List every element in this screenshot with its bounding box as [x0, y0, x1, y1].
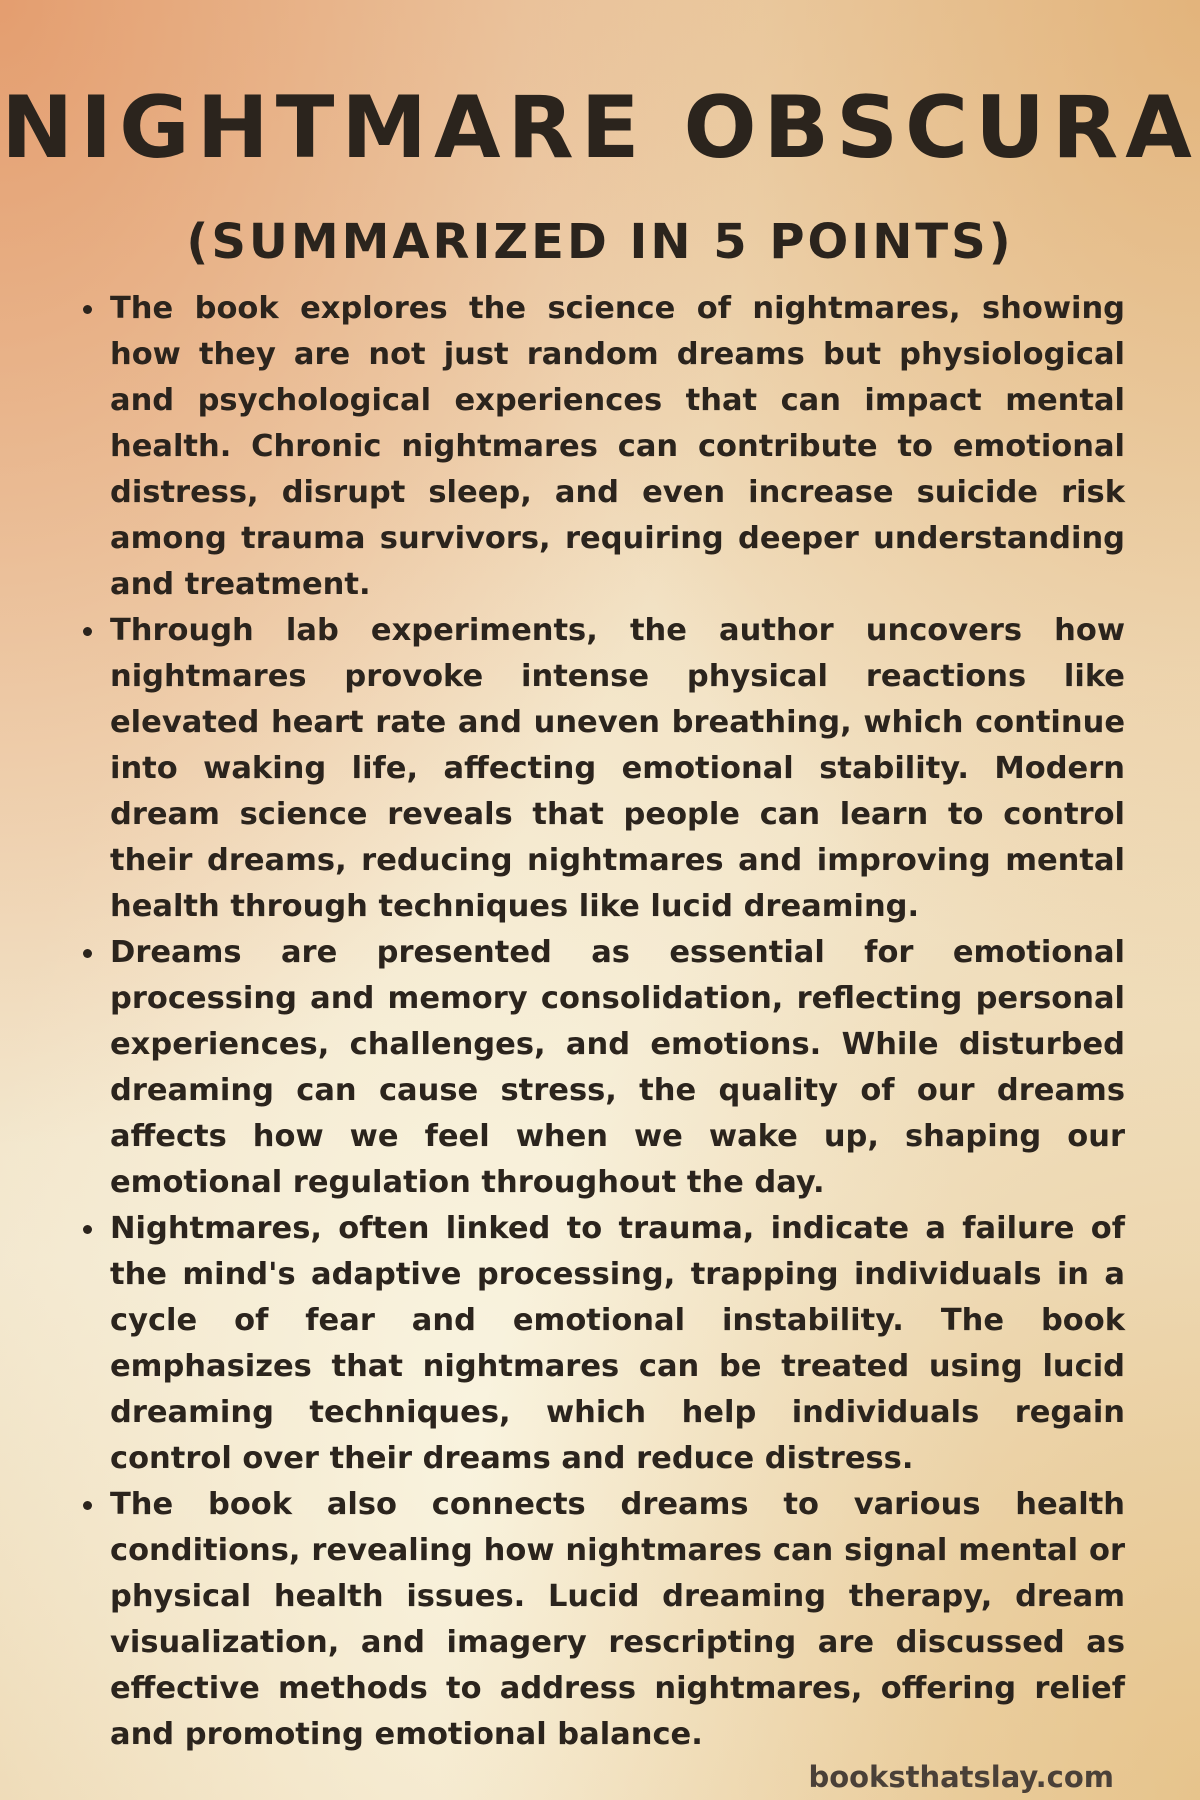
summary-point: [110, 286, 1125, 608]
summary-point-text: Dreams are presented as essential for emotional processing and memory consolidation, reflecting personal experiences, challenges, and emotions. While disturbed dreaming can cause stress, the quality of our dreams affects how we feel when we wake up, shaping our emotional regulation throughout the day.: [110, 935, 1125, 1200]
bullet-icon: [83, 949, 92, 958]
bullet-icon: [83, 1501, 92, 1510]
website-credit: booksthatslay.com: [808, 1760, 1114, 1794]
summary-point: [110, 608, 1125, 930]
summary-point-text: Nightmares, often linked to trauma, indicate a failure of the mind's adaptive processing, trapping individuals in a cycle of fear and emotional instability. The book emphasizes that nightmares can be treated using lucid dreaming techniques, which help individuals regain control over their dreams and reduce distress.: [110, 1211, 1125, 1476]
summary-list: [110, 286, 1125, 1758]
summary-point: [110, 1482, 1125, 1758]
page-title: NIGHTMARE OBSCURA: [1, 78, 1199, 178]
summary-point-text: The book also connects dreams to various health conditions, revealing how nightmares can signal mental or physical health issues. Lucid dreaming therapy, dream visualization, and imagery rescripting are discussed as effective methods to address nightmares, offering relief and promoting emotional balance.: [110, 1487, 1125, 1752]
bullet-icon: [83, 305, 92, 314]
summary-point-text: The book explores the science of nightmares, showing how they are not just random dreams but physiological and psychological experiences that can impact mental health. Chronic nightmares can contribute to emotional distress, disrupt sleep, and even increase suicide risk among trauma survivors, requiring deeper understanding and treatment.: [110, 291, 1125, 602]
summary-point: [110, 1206, 1125, 1482]
summary-point: [110, 930, 1125, 1206]
page-subtitle: (SUMMARIZED IN 5 POINTS): [186, 214, 1014, 270]
bullet-icon: [83, 627, 92, 636]
bullet-icon: [83, 1225, 92, 1234]
summary-point-text: Through lab experiments, the author uncovers how nightmares provoke intense physical reactions like elevated heart rate and uneven breathing, which continue into waking life, affecting emotional stability. Modern dream science reveals that people can learn to control their dreams, reducing nightmares and improving mental health through techniques like lucid dreaming.: [110, 613, 1125, 924]
